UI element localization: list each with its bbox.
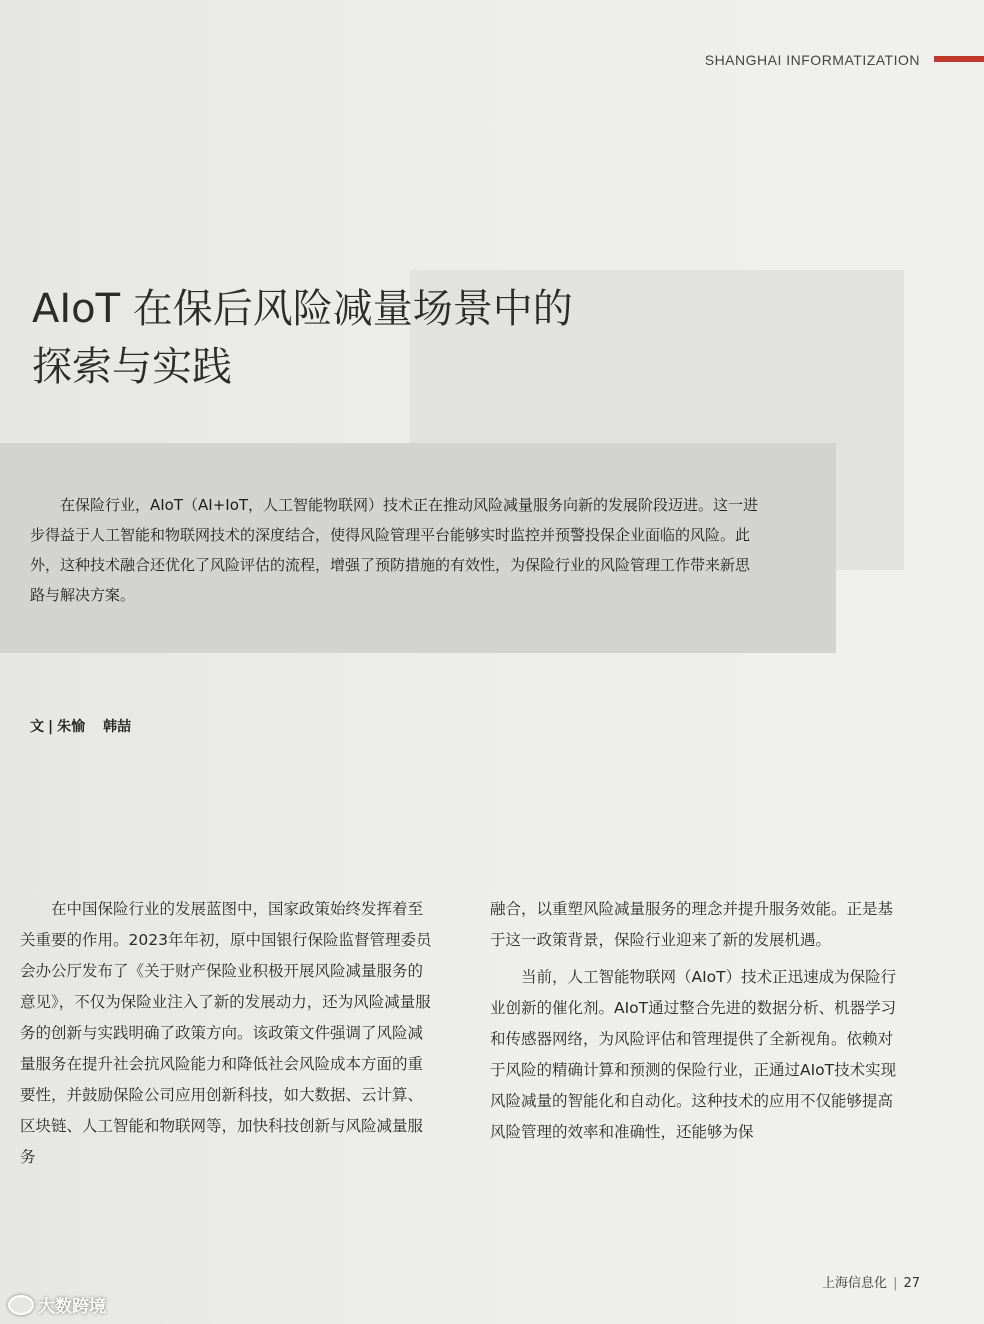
article-abstract: 在保险行业，AIoT（AI+IoT，人工智能物联网）技术正在推动风险减量服务向新的发展阶段迈进。这一进步得益于人工智能和物联网技术的深度结合，使得风险管理平台能够实时监控并预警投保企业面临的风险。此外，这种技术融合还优化了风险评估的流程，增强了预防措施的有效性，为保险行业的风险管理工作带来新思路与解决方案。 (30, 496, 759, 604)
running-header: SHANGHAI INFORMATIZATION (704, 52, 920, 68)
author-2: 韩喆 (103, 719, 132, 735)
byline-prefix: 文 (30, 719, 44, 735)
watermark-logo-icon (8, 1295, 34, 1315)
watermark (8, 1292, 106, 1317)
page-footer (822, 1272, 920, 1291)
title-line-2: 探索与实践 (32, 344, 232, 390)
body-paragraph: 在中国保险行业的发展蓝图中，国家政策始终发挥着至关重要的作用。2023年年初，原中国银行保险监督管理委员会办公厅发布了《关于财产保险业积极开展风险减量服务的意见》，不仅为保险业注入了新的发展动力，还为风险减量服务的创新与实践明确了政策方向。该政策文件强调了风险减量服务在提升社会抗风险能力和降低社会风险成本方面的重要性，并鼓励保险公司应用创新科技，如大数据、云计算、区块链、人工智能和物联网等，加快科技创新与风险减量服务 (20, 900, 432, 1166)
body-column-right (490, 894, 908, 1148)
body-column-left (20, 894, 438, 1173)
byline-separator: | (48, 719, 54, 735)
body-paragraph: 当前，人工智能物联网（AIoT）技术正迅速成为保险行业创新的催化剂。AIoT通过整合先进的数据分析、机器学习和传感器网络，为风险评估和管理提供了全新视角。依赖对于风险的精确计算和预测的保险行业，正通过AIoT技术实现风险减量的智能化和自动化。这种技术的应用不仅能够提高风险管理的效率和准确性，还能够为保 (490, 968, 897, 1141)
watermark-text: 大数跨境 (38, 1297, 106, 1317)
publication-name: 上海信息化 (822, 1276, 888, 1291)
header-accent-bar (934, 56, 984, 62)
article-title (32, 280, 732, 396)
footer-divider: | (893, 1276, 898, 1291)
byline (30, 716, 131, 736)
body-paragraph-continued: 融合，以重塑风险减量服务的理念并提升服务效能。正是基于这一政策背景，保险行业迎来了新的发展机遇。 (490, 900, 894, 949)
page-number: 27 (903, 1276, 920, 1291)
title-line-1: AIoT 在保后风险减量场景中的 (32, 286, 573, 332)
author-1: 朱愉 (57, 719, 86, 735)
